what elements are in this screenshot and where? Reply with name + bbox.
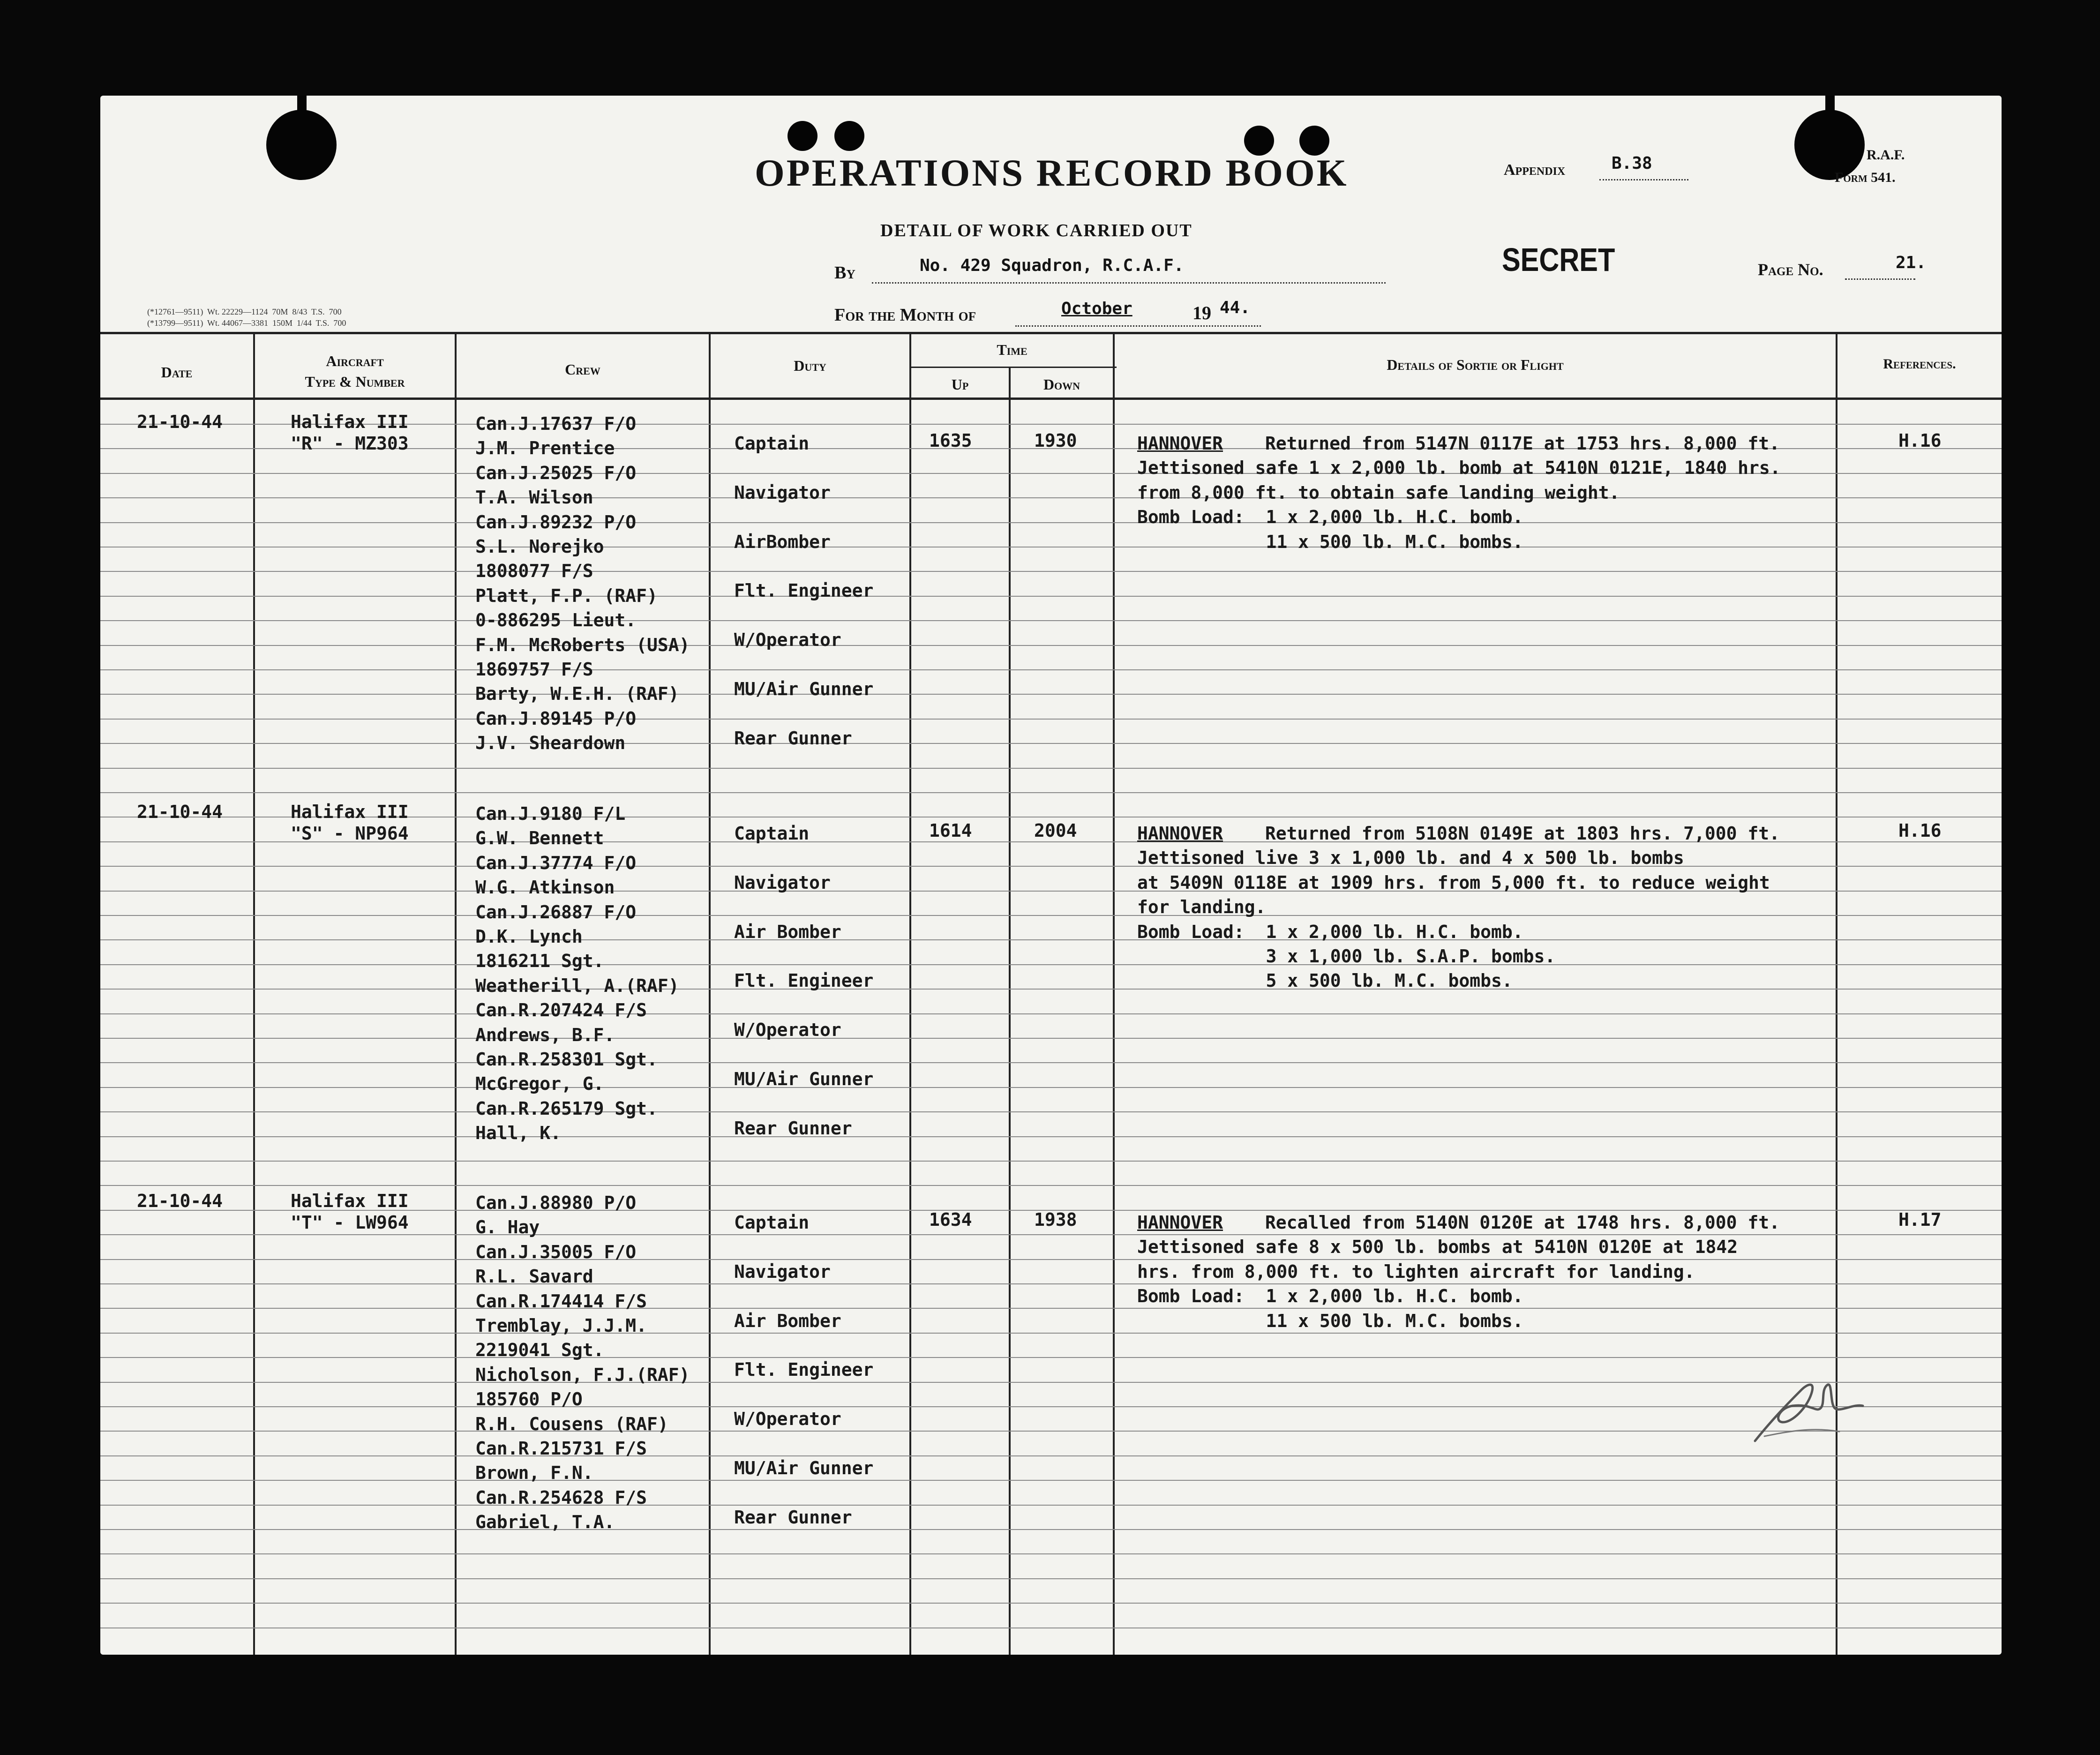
aircraft-type: Halifax III: [291, 802, 409, 822]
crew-line: 1869757 F/S: [475, 659, 593, 680]
ruled-line: [100, 1062, 2002, 1063]
detail-line: at 5409N 0118E at 1909 hrs. from 5,000 ft. to reduce weight: [1137, 872, 1770, 893]
sortie-target: HANNOVER: [1137, 433, 1223, 454]
col-divider: [455, 334, 457, 1655]
duty-label: Rear Gunner: [734, 1118, 852, 1139]
crew-line: G. Hay: [475, 1217, 540, 1238]
ruled-line: [100, 866, 2002, 867]
time-up: 1614: [929, 820, 972, 841]
time-down: 1938: [1034, 1209, 1077, 1230]
ruled-line: [100, 1553, 2002, 1554]
crew-line: Can.J.89145 P/O: [475, 708, 637, 729]
detail-line: 11 x 500 lb. M.C. bombs.: [1137, 1310, 1523, 1331]
crew-line: Hall, K.: [475, 1123, 562, 1144]
col-header-up: Up: [951, 376, 969, 393]
crew-line: Can.R.254628 F/S: [475, 1487, 647, 1508]
ruled-line: [100, 694, 2002, 695]
col-header-down: Down: [1043, 376, 1080, 393]
duty-label: Rear Gunner: [734, 1507, 852, 1528]
detail-line: for landing.: [1137, 897, 1266, 918]
form-raf: R.A.F.: [1867, 147, 1905, 163]
col-divider: [1836, 334, 1838, 1655]
month-value: October: [1061, 299, 1132, 318]
month-label: For the Month of: [834, 305, 976, 325]
ruled-line: [100, 719, 2002, 720]
appendix-label: Appendix: [1504, 161, 1566, 179]
ruled-line: [100, 768, 2002, 769]
col-divider: [1113, 334, 1115, 1655]
crew-line: Can.J.9180 F/L: [475, 803, 626, 824]
crew-line: Barty, W.E.H. (RAF): [475, 683, 679, 705]
ruled-line: [100, 571, 2002, 572]
detail-line: hrs. from 8,000 ft. to lighten aircraft for landing.: [1137, 1261, 1695, 1282]
crew-line: Brown, F.N.: [475, 1462, 593, 1484]
col-header-date: Date: [161, 364, 193, 381]
duty-label: Air Bomber: [734, 921, 841, 942]
year-prefix: 19: [1192, 302, 1211, 323]
crew-line: Nicholson, F.J.(RAF): [475, 1364, 690, 1385]
by-fill-line: [872, 282, 1386, 284]
crew-line: Andrews, B.F.: [475, 1024, 615, 1045]
aircraft-type: Halifax III: [291, 1191, 409, 1211]
crew-line: Can.R.265179 Sgt.: [475, 1098, 658, 1119]
ruled-line: [100, 1382, 2002, 1383]
sortie-date: 21-10-44: [137, 1191, 223, 1211]
ruled-line: [100, 1480, 2002, 1481]
detail-line: Bomb Load: 1 x 2,000 lb. H.C. bomb.: [1137, 921, 1523, 942]
subtitle: DETAIL OF WORK CARRIED OUT: [880, 221, 1192, 240]
crew-line: R.H. Cousens (RAF): [475, 1413, 668, 1434]
form-sheet: [100, 96, 2002, 1655]
ruled-line: [100, 596, 2002, 597]
ruled-line: [100, 989, 2002, 990]
year-value: 44.: [1220, 298, 1251, 317]
ruled-line: [100, 497, 2002, 498]
detail-line: Returned from 5147N 0117E at 1753 hrs. 8,000 ft.: [1254, 433, 1780, 454]
ruled-line: [100, 1283, 2002, 1284]
duty-label: Flt. Engineer: [734, 580, 874, 601]
crew-line: McGregor, G.: [475, 1073, 604, 1095]
sortie-date: 21-10-44: [137, 802, 223, 822]
crew-line: F.M. McRoberts (USA): [475, 634, 690, 655]
print-code-2: (*13799—9511) Wt. 44067—3381 150M 1/44 T.S. 700: [147, 318, 346, 328]
crew-line: Platt, F.P. (RAF): [475, 585, 658, 606]
time-down: 1930: [1034, 430, 1077, 451]
crew-line: J.V. Sheardown: [475, 733, 626, 754]
sortie-reference: H.17: [1898, 1209, 1942, 1230]
appendix-value: B.38: [1612, 154, 1652, 173]
detail-line: 3 x 1,000 lb. S.A.P. bombs.: [1137, 946, 1556, 967]
crew-line: Can.J.26887 F/O: [475, 901, 637, 922]
ruled-line: [100, 1111, 2002, 1112]
duty-label: MU/Air Gunner: [734, 1069, 874, 1089]
squadron-value: No. 429 Squadron, R.C.A.F.: [920, 256, 1184, 275]
ruled-line: [100, 1578, 2002, 1579]
crew-line: Can.J.89232 P/O: [475, 511, 637, 532]
crew-line: Can.J.37774 F/O: [475, 852, 637, 873]
crew-line: 1808077 F/S: [475, 561, 593, 582]
table-top-border: [100, 332, 2002, 334]
crew-line: R.L. Savard: [475, 1266, 593, 1287]
binder-ring-right: [1825, 96, 1835, 128]
crew-line: Can.R.258301 Sgt.: [475, 1049, 658, 1070]
sortie-date: 21-10-44: [137, 412, 223, 432]
duty-label: Captain: [734, 433, 810, 454]
duty-label: Captain: [734, 1212, 810, 1233]
sortie-target: HANNOVER: [1137, 823, 1223, 844]
col-divider: [709, 334, 711, 1655]
ruled-line: [100, 1136, 2002, 1137]
col-divider: [253, 334, 255, 1655]
ruled-line: [100, 1308, 2002, 1309]
ruled-line: [100, 1259, 2002, 1260]
duty-label: W/Operator: [734, 1020, 841, 1041]
ruled-line: [100, 915, 2002, 916]
crew-line: 1816211 Sgt.: [475, 951, 604, 972]
duty-label: Flt. Engineer: [734, 970, 874, 991]
detail-line: Bomb Load: 1 x 2,000 lb. H.C. bomb.: [1137, 507, 1523, 528]
sortie-reference: H.16: [1898, 820, 1942, 841]
ruled-line: [100, 1087, 2002, 1088]
col-header-aircraft-type: Type & Number: [305, 373, 405, 390]
ruled-line: [100, 1505, 2002, 1506]
crew-line: 0-886295 Lieut.: [475, 610, 637, 631]
col-header-aircraft: Aircraft: [326, 352, 384, 369]
duty-label: Rear Gunner: [734, 728, 852, 749]
punch-hole: [788, 121, 818, 151]
crew-line: 2219041 Sgt.: [475, 1340, 604, 1361]
ruled-line: [100, 620, 2002, 621]
duty-label: Navigator: [734, 482, 831, 503]
crew-line: T.A. Wilson: [475, 487, 593, 508]
crew-line: Can.R.174414 F/S: [475, 1290, 647, 1312]
aircraft-type: Halifax III: [291, 412, 409, 432]
ruled-line: [100, 1038, 2002, 1039]
crew-line: 185760 P/O: [475, 1389, 583, 1410]
ruled-line: [100, 1013, 2002, 1014]
time-up: 1635: [929, 430, 972, 451]
crew-line: Tremblay, J.J.M.: [475, 1315, 647, 1336]
col-header-details: Details of Sortie or Flight: [1387, 356, 1564, 373]
col-header-time: Time: [997, 341, 1028, 358]
col-divider: [1009, 368, 1011, 1655]
crew-line: S.L. Norejko: [475, 536, 604, 557]
ruled-line: [100, 1455, 2002, 1456]
detail-line: Recalled from 5140N 0120E at 1748 hrs. 8,000 ft.: [1254, 1212, 1780, 1233]
print-code-1: (*12761—9511) Wt. 22229—1124 70M 8/43 T.S. 700: [147, 307, 342, 316]
crew-line: Can.J.17637 F/O: [475, 413, 637, 434]
ruled-line: [100, 645, 2002, 646]
form-number: Form 541.: [1835, 170, 1896, 185]
duty-label: W/Operator: [734, 630, 841, 651]
ruled-line: [100, 964, 2002, 965]
crew-line: Weatherill, A.(RAF): [475, 975, 679, 996]
ruled-line: [100, 939, 2002, 940]
table-header-border: [100, 398, 2002, 400]
duty-label: MU/Air Gunner: [734, 679, 874, 699]
duty-label: Captain: [734, 823, 810, 844]
crew-line: Can.R.215731 F/S: [475, 1438, 647, 1459]
crew-line: Can.J.25025 F/O: [475, 462, 637, 483]
duty-label: Navigator: [734, 872, 831, 893]
crew-line: Can.R.207424 F/S: [475, 1000, 647, 1021]
detail-line: 5 x 500 lb. M.C. bombs.: [1137, 970, 1513, 991]
ruled-line: [100, 669, 2002, 670]
signature-initials: [1746, 1361, 1886, 1455]
by-label: By: [834, 263, 855, 283]
detail-line: Jettisoned live 3 x 1,000 lb. and 4 x 500 lb. bombs: [1137, 848, 1684, 869]
month-fill-line: [1015, 325, 1261, 327]
col-header-references: References.: [1883, 356, 1956, 372]
ruled-line: [100, 1234, 2002, 1235]
ruled-line: [100, 1333, 2002, 1334]
secret-stamp: SECRET: [1502, 241, 1615, 278]
appendix-fill-line: [1599, 179, 1688, 180]
page-no-label: Page No.: [1758, 260, 1823, 279]
ruled-line: [100, 1529, 2002, 1530]
ruled-line: [100, 1161, 2002, 1162]
duty-label: Air Bomber: [734, 1310, 841, 1331]
crew-line: D.K. Lynch: [475, 926, 583, 947]
ruled-line: [100, 547, 2002, 548]
binder-ring-left: [297, 96, 307, 128]
page-fill-line: [1845, 278, 1915, 280]
crew-line: Can.J.88980 P/O: [475, 1192, 637, 1213]
sortie-target: HANNOVER: [1137, 1212, 1223, 1233]
time-subheader-line: [909, 367, 1117, 368]
ruled-line: [100, 1406, 2002, 1407]
detail-line: Bomb Load: 1 x 2,000 lb. H.C. bomb.: [1137, 1286, 1523, 1307]
col-divider: [909, 334, 911, 1655]
duty-label: Navigator: [734, 1261, 831, 1282]
detail-line: Jettisoned safe 8 x 500 lb. bombs at 5410N 0120E at 1842: [1137, 1237, 1738, 1258]
duty-label: AirBomber: [734, 531, 831, 552]
col-header-crew: Crew: [565, 361, 600, 378]
detail-line: from 8,000 ft. to obtain safe landing weight.: [1137, 482, 1620, 503]
aircraft-number: "S" - NP964: [291, 823, 409, 844]
ruled-line: [100, 792, 2002, 793]
ruled-line: [100, 1357, 2002, 1358]
ruled-line: [100, 1603, 2002, 1604]
ruled-line: [100, 743, 2002, 744]
time-up: 1634: [929, 1209, 972, 1230]
sortie-reference: H.16: [1898, 430, 1942, 451]
crew-line: J.M. Prentice: [475, 438, 615, 459]
ruled-line: [100, 522, 2002, 523]
aircraft-number: "T" - LW964: [291, 1212, 409, 1233]
duty-label: Flt. Engineer: [734, 1359, 874, 1380]
detail-line: Returned from 5108N 0149E at 1803 hrs. 7,000 ft.: [1254, 823, 1780, 844]
ruled-line: [100, 1431, 2002, 1432]
crew-line: W.G. Atkinson: [475, 877, 615, 898]
crew-line: G.W. Bennett: [475, 828, 604, 849]
duty-label: MU/Air Gunner: [734, 1458, 874, 1478]
detail-line: 11 x 500 lb. M.C. bombs.: [1137, 531, 1523, 552]
crew-line: Gabriel, T.A.: [475, 1512, 615, 1533]
col-header-duty: Duty: [794, 357, 826, 374]
aircraft-number: "R" - MZ303: [291, 433, 409, 454]
page-value: 21.: [1896, 253, 1927, 272]
punch-hole: [834, 121, 864, 151]
time-down: 2004: [1034, 820, 1077, 841]
crew-line: Can.J.35005 F/O: [475, 1241, 637, 1262]
page-title: OPERATIONS RECORD BOOK: [755, 151, 1349, 194]
ruled-line: [100, 1185, 2002, 1186]
duty-label: W/Operator: [734, 1409, 841, 1430]
detail-line: Jettisoned safe 1 x 2,000 lb. bomb at 5410N 0121E, 1840 hrs.: [1137, 458, 1781, 479]
